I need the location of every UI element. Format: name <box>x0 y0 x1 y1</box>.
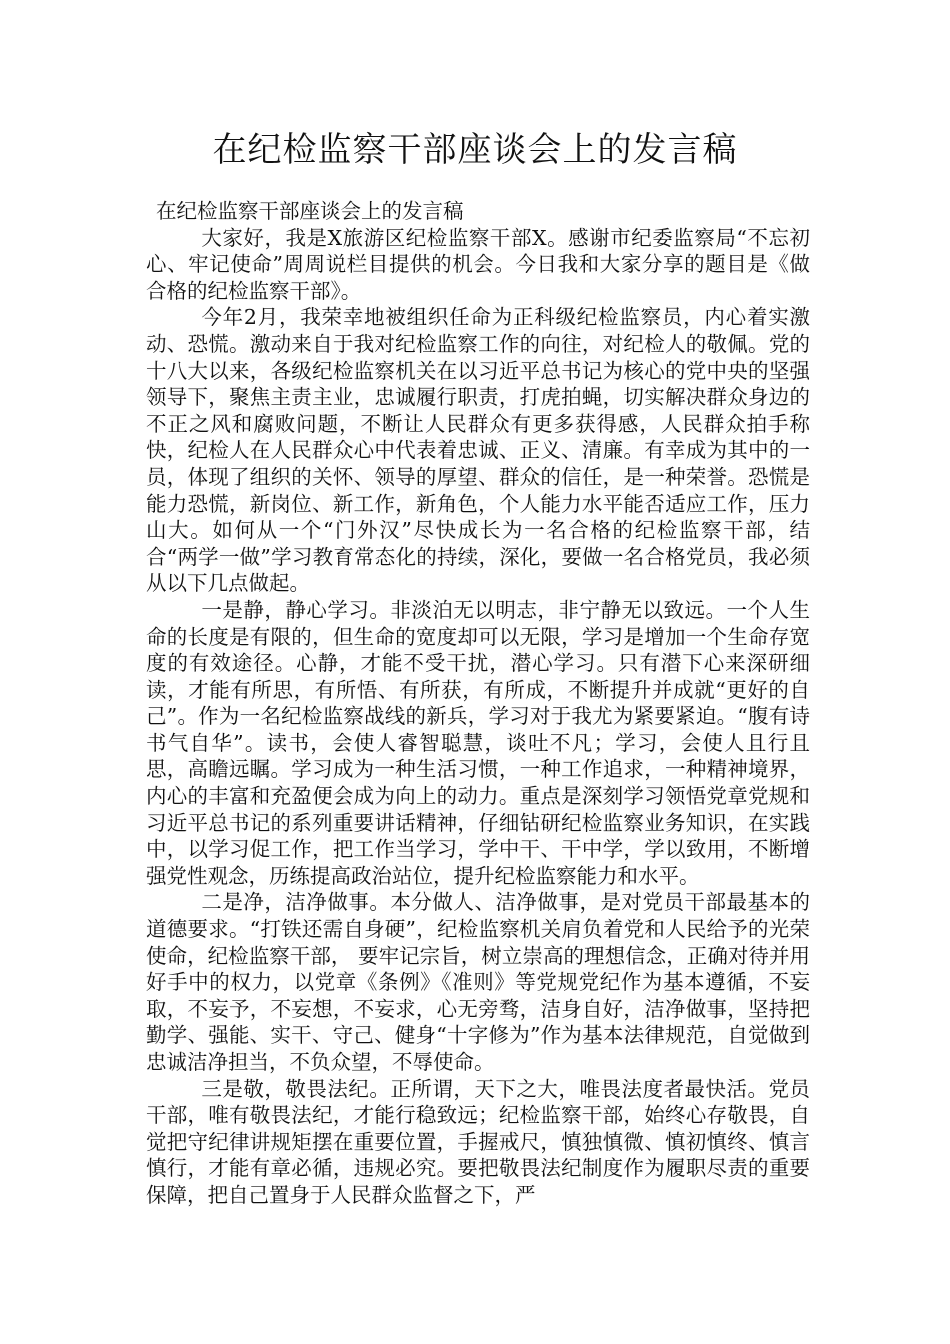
document-body <box>146 198 810 1209</box>
paragraph-introduction: 今年2月，我荣幸地被组织任命为正科级纪检监察员，内心着实激动、恐慌。激动来自于我对纪检监察工作的向往，对纪检人的敬佩。党的十八大以来，各级纪检监察机关在以习近平总书记为核心的党中央的坚强领导下，聚焦主责主业，忠诚履行职责，打虎拍蝇，切实解决群众身边的不正之风和腐败问题，不断让人民群众有更多获得感，人民群众拍手称快，纪检人在人民群众心中代表着忠诚、正义、清廉。有幸成为其中的一员，体现了组织的关怀、领导的厚望、群众的信任，是一种荣誉。恐慌是能力恐慌，新岗位、新工作，新角色，个人能力水平能否适应工作，压力山大。如何从一个“门外汉”尽快成长为一名合格的纪检监察干部，结合“两学一做”学习教育常态化的持续，深化，要做一名合格党员，我必须从以下几点做起。 <box>146 305 810 596</box>
document-subtitle: 在纪检监察干部座谈会上的发言稿 <box>156 199 464 223</box>
paragraph-point-one: 一是静，静心学习。非淡泊无以明志，非宁静无以致远。一个人生命的长度是有限的，但生命的宽度却可以无限，学习是增加一个生命存宽度的有效途径。心静，才能不受干扰，潜心学习。只有潜下心来深研细读，才能有所思，有所悟、有所获，有所成，不断提升并成就“更好的自己”。作为一名纪检监察战线的新兵，学习对于我尤为紧要紧迫。“腹有诗书气自华”。读书，会使人睿智聪慧，谈吐不凡；学习，会使人且行且思，高瞻远瞩。学习成为一种生活习惯，一种工作追求，一种精神境界，内心的丰富和充盈便会成为向上的动力。重点是深刻学习领悟党章党规和习近平总书记的系列重要讲话精神，仔细钻研纪检监察业务知识，在实践中，以学习促工作，把工作当学习，学中干、干中学，学以致用，不断增强党性观念，历练提高政治站位，提升纪检监察能力和水平。 <box>146 597 810 888</box>
document-title: 在纪检监察干部座谈会上的发言稿 <box>212 130 738 170</box>
paragraph-greeting: 大家好，我是X旅游区纪检监察干部X。感谢市纪委监察局“不忘初心、牢记使命”周周说栏目提供的机会。今日我和大家分享的题目是《做合格的纪检监察干部》。 <box>146 225 810 303</box>
paragraph-point-two: 二是净，洁净做事。本分做人、洁净做事，是对党员干部最基本的道德要求。“打铁还需自身硬”，纪检监察机关肩负着党和人民给予的光荣使命，纪检监察干部， 要牢记宗旨，树立崇高的理想信念，正确对待并用好手中的权力，以党章《条例》《准则》等党规党纪作为基本遵循，不妄取，不妄予，不妄想，不妄求，心无旁骛，洁身自好，洁净做事，坚持把勤学、强能、实干、守己、健身“十字修为”作为基本法律规范，自觉做到忠诚洁净担当，不负众望，不辱使命。 <box>146 890 810 1074</box>
paragraph-point-three: 三是敬，敬畏法纪。正所谓，天下之大，唯畏法度者最快活。党员干部，唯有敬畏法纪，才能行稳致远；纪检监察干部，始终心存敬畏，自觉把守纪律讲规矩摆在重要位置，手握戒尺，慎独慎微、慎初慎终、慎言慎行，才能有章必循，违规必究。要把敬畏法纪制度作为履职尽责的重要保障，把自己置身于人民群众监督之下，严 <box>146 1076 810 1207</box>
